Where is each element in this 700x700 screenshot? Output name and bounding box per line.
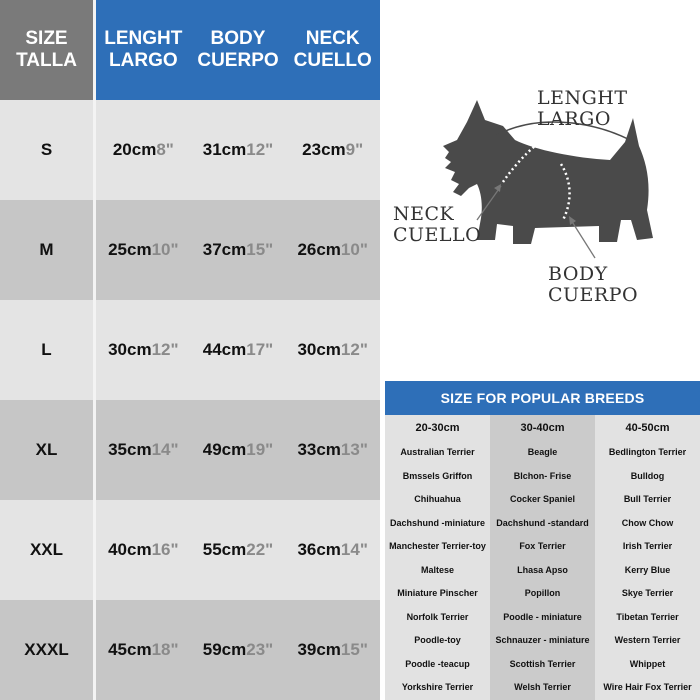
length-cm-value: 20cm (112, 140, 157, 159)
neck-inch-value: 14" (340, 540, 368, 559)
neck-cm-value: 39cm (297, 640, 341, 659)
size-column (0, 0, 93, 700)
breed-item: Lhasa Apso (517, 564, 568, 575)
neck-label: NECK CUELLO (393, 203, 482, 246)
breed-item: Tibetan Terrier (616, 611, 679, 622)
breed-item: Australian Terrier (400, 447, 475, 457)
size-label: XXXL (24, 640, 69, 659)
breed-item: Western Terrier (614, 635, 681, 645)
breeds-title: SIZE FOR POPULAR BREEDS (385, 381, 700, 415)
breed-item: Fox Terrier (519, 541, 566, 551)
size-header-en: SIZE (25, 28, 68, 49)
neck-inch-value: 13" (340, 440, 368, 459)
measurement-diagram (385, 80, 700, 320)
neck-cm-value: 33cm (297, 440, 341, 459)
body-cell (191, 540, 286, 560)
breed-item: Bulldog (630, 470, 665, 481)
body-cm-value: 55cm (202, 540, 247, 559)
body-cm-value: 59cm (202, 640, 247, 659)
breed-item: Dachshund -standard (496, 517, 589, 528)
measurement-row (96, 300, 380, 400)
body-inch-value: 22" (246, 540, 274, 559)
length-cell (96, 340, 191, 360)
size-label: XL (35, 440, 58, 459)
size-row (0, 300, 93, 400)
length-cell (96, 640, 191, 660)
breeds-columns (385, 415, 700, 700)
breed-item: Norfolk Terrier (406, 611, 469, 622)
length-label: LENGHT LARGO (537, 87, 628, 130)
breed-item: Poodle-toy (414, 635, 461, 645)
body-cell (191, 440, 286, 460)
breed-item: Skye Terrier (621, 588, 674, 598)
neck-cm-value: 30cm (297, 340, 341, 359)
body-inch-value: 19" (246, 440, 274, 459)
neck-inch-value: 12" (340, 340, 368, 359)
breed-item: Yorkshire Terrier (401, 682, 474, 692)
breed-item: Popillon (524, 588, 561, 598)
breed-item: Welsh Terrier (514, 682, 571, 692)
neck-inch-value: 9" (345, 140, 364, 159)
measurement-row (96, 500, 380, 600)
breed-item: Wire Hair Fox Terrier (603, 682, 692, 692)
length-inch-value: 18" (151, 640, 179, 659)
neck-header: NECK CUELLO (293, 28, 372, 71)
breed-item: Blchon- Frise (513, 470, 572, 481)
neck-cell (285, 240, 380, 260)
size-row (0, 200, 93, 300)
body-cm-value: 37cm (202, 240, 247, 259)
breed-item: Miniature Pinscher (397, 588, 478, 598)
length-cm-value: 30cm (108, 340, 152, 359)
breed-column (385, 415, 490, 700)
size-header (0, 0, 93, 100)
body-label: BODY CUERPO (548, 263, 639, 306)
body-cell (191, 640, 286, 660)
breed-item: Dachshund -miniature (389, 517, 485, 528)
breed-item: Bedlington Terrier (608, 447, 687, 457)
measurement-row (96, 100, 380, 200)
size-label: S (40, 140, 53, 159)
body-cm-value: 31cm (202, 140, 247, 159)
breed-item: Manchester Terrier-toy (389, 541, 486, 551)
breed-range-header: 40-50cm (625, 422, 670, 434)
length-inch-value: 14" (151, 440, 179, 459)
body-cm-value: 49cm (202, 440, 247, 459)
neck-cell (285, 440, 380, 460)
breed-item: Whippet (629, 658, 666, 669)
neck-cm-value: 36cm (297, 540, 341, 559)
breed-column (490, 415, 595, 700)
length-cm-value: 45cm (108, 640, 152, 659)
breed-item: Poodle - miniature (503, 611, 582, 622)
breed-item: Beagle (527, 447, 558, 457)
body-inch-value: 15" (246, 240, 274, 259)
size-label: L (41, 340, 52, 359)
breed-item: Chow Chow (621, 517, 674, 528)
neck-inch-value: 15" (340, 640, 368, 659)
body-cell (191, 340, 286, 360)
neck-cell (285, 340, 380, 360)
breed-item: Cocker Spaniel (509, 494, 576, 504)
length-cell (96, 240, 191, 260)
body-inch-value: 12" (246, 140, 274, 159)
length-cell (96, 440, 191, 460)
measurement-columns (96, 0, 380, 700)
breed-item: Irish Terrier (622, 541, 673, 551)
popular-breeds-table (385, 381, 700, 700)
breed-item: Bmssels Griffon (402, 470, 473, 481)
body-inch-value: 23" (246, 640, 274, 659)
breed-item: Poodle -teacup (405, 658, 470, 669)
breed-column (595, 415, 700, 700)
length-inch-value: 12" (151, 340, 179, 359)
measurement-row (96, 200, 380, 300)
body-cm-value: 44cm (202, 340, 247, 359)
body-cell (191, 240, 286, 260)
body-inch-value: 17" (246, 340, 274, 359)
length-cm-value: 35cm (108, 440, 152, 459)
breed-item: Bull Terrier (623, 494, 672, 504)
breed-item: Schnauzer - miniature (495, 635, 590, 645)
size-row (0, 500, 93, 600)
breed-item: Scottish Terrier (509, 658, 576, 669)
length-cell (96, 140, 191, 160)
length-inch-value: 10" (151, 240, 179, 259)
size-header-es: TALLA (16, 50, 77, 71)
neck-cm-value: 26cm (297, 240, 341, 259)
size-label: M (39, 240, 54, 259)
neck-cell (285, 140, 380, 160)
breed-item: Maltese (420, 564, 455, 575)
breed-range-header: 30-40cm (520, 422, 565, 434)
body-cell (191, 140, 286, 160)
length-inch-value: 8" (156, 140, 174, 159)
length-inch-value: 16" (151, 540, 179, 559)
length-cm-value: 40cm (108, 540, 152, 559)
length-cell (96, 540, 191, 560)
size-row (0, 100, 93, 200)
size-label: XXL (29, 540, 64, 559)
size-row (0, 600, 93, 700)
length-header: LENGHT LARGO (104, 28, 183, 71)
measurement-row (96, 600, 380, 700)
breed-item: Kerry Blue (624, 564, 671, 575)
measurement-row (96, 400, 380, 500)
neck-inch-value: 10" (340, 240, 368, 259)
breed-item: Chihuahua (414, 494, 461, 504)
neck-cm-value: 23cm (302, 140, 346, 159)
size-row (0, 400, 93, 500)
measurement-header (96, 0, 380, 100)
neck-cell (285, 640, 380, 660)
length-cm-value: 25cm (108, 240, 152, 259)
breed-range-header: 20-30cm (415, 422, 460, 434)
neck-cell (285, 540, 380, 560)
body-header: BODY CUERPO (197, 28, 279, 71)
